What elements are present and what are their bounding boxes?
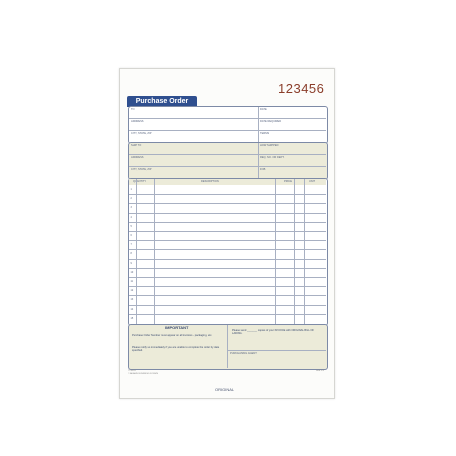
table-row-divider <box>129 305 326 306</box>
revision-note: SEE 5.6 <box>316 370 325 372</box>
row-number: 5 <box>130 224 132 228</box>
table-row-divider <box>129 249 326 250</box>
copies-note: Please send _______ copies of your INVOICE with ORIGINAL BILL OF LADING. <box>232 329 314 336</box>
table-row-divider <box>129 295 326 296</box>
purchasing-agent-label: PURCHASING AGENT <box>230 352 257 355</box>
terms-label: TERMS <box>260 132 270 135</box>
table-row-divider <box>129 231 326 232</box>
row-number: 7 <box>130 243 132 247</box>
table-row-divider <box>129 277 326 278</box>
row-number: 6 <box>130 234 132 237</box>
table-row-divider <box>129 203 326 204</box>
row-number: 14 <box>130 307 134 311</box>
row-number: 12 <box>130 289 134 293</box>
table-row-divider <box>129 194 326 195</box>
row-number: 13 <box>130 298 134 302</box>
form-title: Purchase Order <box>127 96 197 107</box>
city-label: CITY, STATE, ZIP <box>131 132 152 135</box>
row-number: 3 <box>130 206 132 210</box>
form-code: TC5831 <box>128 370 136 372</box>
date-required-label: DATE REQUIRED <box>260 120 282 123</box>
row-number: 15 <box>130 316 134 320</box>
vendor-block <box>128 106 328 144</box>
row-number: 11 <box>130 280 133 283</box>
table-row-divider <box>129 268 326 269</box>
unit-header: UNIT <box>309 180 316 183</box>
address-label: ADDRESS <box>131 120 144 123</box>
table-row-divider <box>129 314 326 315</box>
table-row-divider <box>129 259 326 260</box>
date-label: DATE <box>260 108 267 111</box>
price-header: PRICE <box>284 180 292 183</box>
ship-to-label: SHIP TO <box>131 144 142 147</box>
row-number: 4 <box>130 215 132 219</box>
ship-city-label: CITY, STATE, ZIP <box>131 168 152 171</box>
important-line-1: Purchase Order Number must appear on all invoices - packaging, etc. <box>132 334 213 337</box>
to-label: TO <box>131 108 135 111</box>
table-row-divider <box>129 240 326 241</box>
table-row-divider <box>129 286 326 287</box>
row-number: 1 <box>130 188 132 191</box>
publisher-note: © ADAMS BUSINESS FORMS <box>128 373 159 375</box>
how-shipped-label: HOW SHIPPED <box>260 144 279 147</box>
important-line-2: Please notify us immediately if you are unable to complete the order by date specified. <box>132 346 220 353</box>
req-no-label: REQ. NO. OR DEPT. <box>260 156 285 159</box>
row-number: 8 <box>130 252 132 256</box>
row-number: 10 <box>130 270 134 274</box>
ship-to-block <box>128 142 328 180</box>
row-number: 2 <box>130 197 132 201</box>
po-number: 123456 <box>278 81 325 96</box>
ship-address-label: ADDRESS <box>131 156 144 159</box>
important-heading: IMPORTANT <box>165 325 189 330</box>
fob-label: FOB <box>260 168 266 171</box>
quantity-header: QUANTITY <box>133 180 147 183</box>
table-row-divider <box>129 213 326 214</box>
copy-label: ORIGINAL <box>215 387 235 392</box>
table-row-divider <box>129 222 326 223</box>
description-header: DESCRIPTION <box>201 180 219 183</box>
row-number: 9 <box>130 261 132 265</box>
